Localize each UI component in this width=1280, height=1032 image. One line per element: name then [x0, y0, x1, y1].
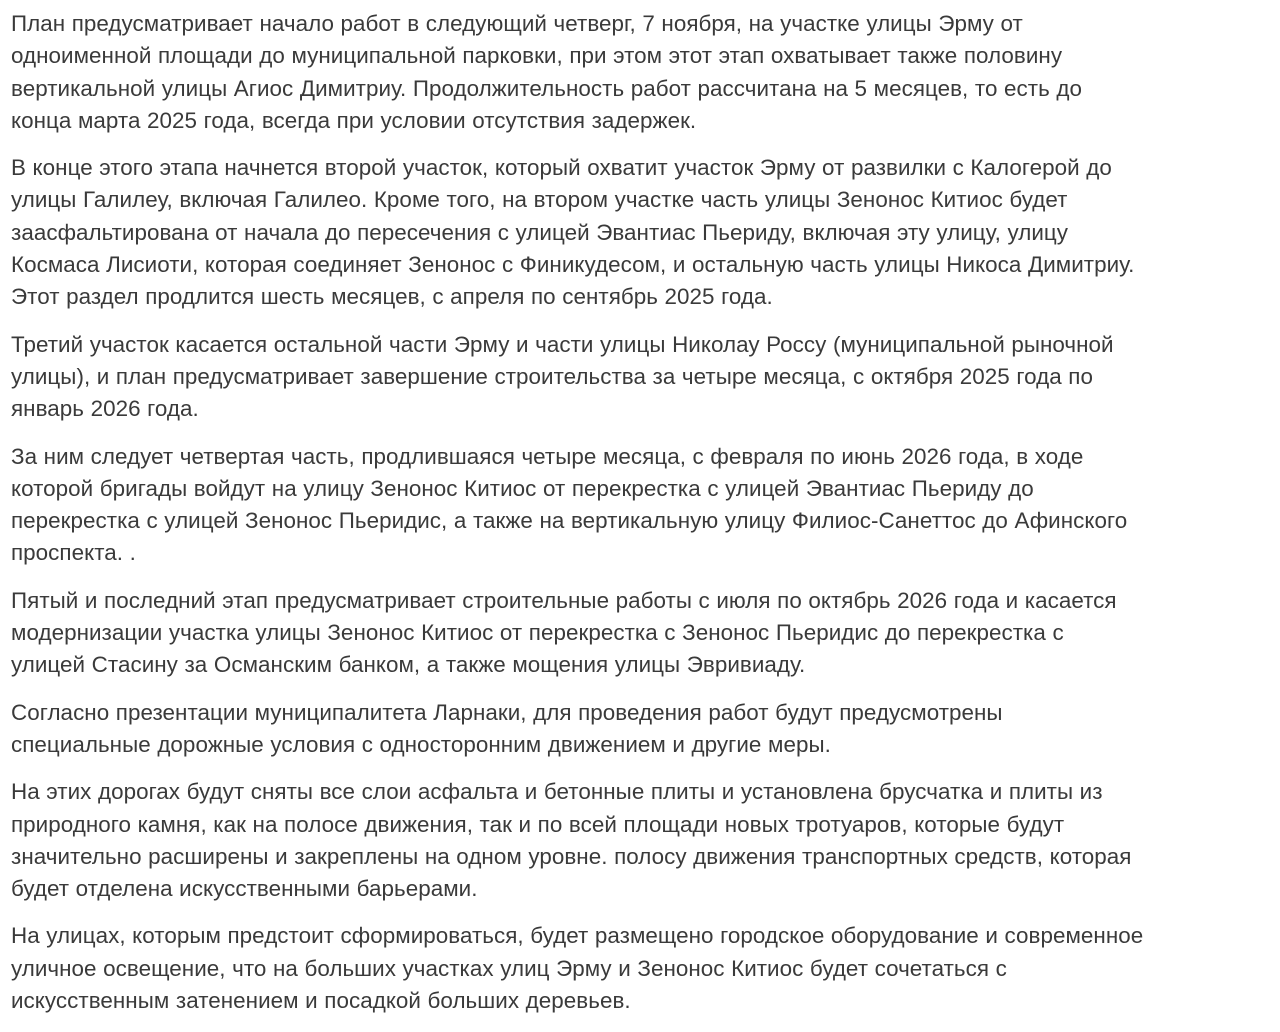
paragraph-3: Третий участок касается остальной части Эрму и части улицы Николау Россу (муниципальной рыночной улицы), и план предусматривает завершение строительства за четыре месяца, с октября 2025 года по январь 2026 года.: [11, 331, 1114, 422]
paragraph-8: На улицах, которым предстоит сформироваться, будет размещено городское оборудование и современное уличное освещение, что на больших участках улиц Эрму и Зенонос Китиос будет сочетаться с искусственным затенением и посадкой больших деревьев.: [11, 923, 1144, 1014]
article-body: [11, 8, 1273, 1032]
paragraph-1: План предусматривает начало работ в следующий четверг, 7 ноября, на участке улицы Эрму от одноименной площади до муниципальной парковки, при этом этот этап охватывает также половину вертикальной улицы Агиос Димитриу. Продолжительность работ рассчитана на 5 месяцев, то есть до конца марта 2025 года, всегда при условии отсутствия задержек.: [11, 11, 1082, 133]
paragraph-4: За ним следует четвертая часть, продлившаяся четыре месяца, с февраля по июнь 2026 года, в ходе которой бригады войдут на улицу Зенонос Китиос от перекрестка с улицей Эвантиас Пьериду до перекрестка с улицей Зенонос Пьеридис, а также на вертикальную улицу Филиос-Санеттос до Афинского проспекта. .: [11, 443, 1128, 566]
paragraph-6: Согласно презентации муниципалитета Ларнаки, для проведения работ будут предусмотрены специальные дорожные условия с односторонним движением и другие меры.: [11, 699, 1003, 757]
paragraph-2: В конце этого этапа начнется второй участок, который охватит участок Эрму от развилки с Калогерой до улицы Галилеу, включая Галилео. Кроме того, на втором участке часть улицы Зенонос Китиос будет заасфальтирована от начала до пересечения с улицей Эвантиас Пьериду, включая эту улицу, улицу Космаса Лисиоти, которая соединяет Зенонос с Финикудесом, и остальную часть улицы Никоса Димитриу. Этот раздел продлится шесть месяцев, с апреля по сентябрь 2025 года.: [11, 155, 1135, 310]
paragraph-7: На этих дорогах будут сняты все слои асфальта и бетонные плиты и установлена брусчатка и плиты из природного камня, как на полосе движения, так и по всей площади новых тротуаров, которые будут значительно расширены и закреплены на одном уровне. полосу движения транспортных средств, которая будет отделена искусственными барьерами.: [11, 779, 1132, 902]
paragraph-5: Пятый и последний этап предусматривает строительные работы с июля по октябрь 2026 года и касается модернизации участка улицы Зенонос Китиос от перекрестка с Зенонос Пьеридис до перекрестка с улицей Стасину за Османским банком, а также мощения улицы Эвривиаду.: [11, 587, 1117, 678]
